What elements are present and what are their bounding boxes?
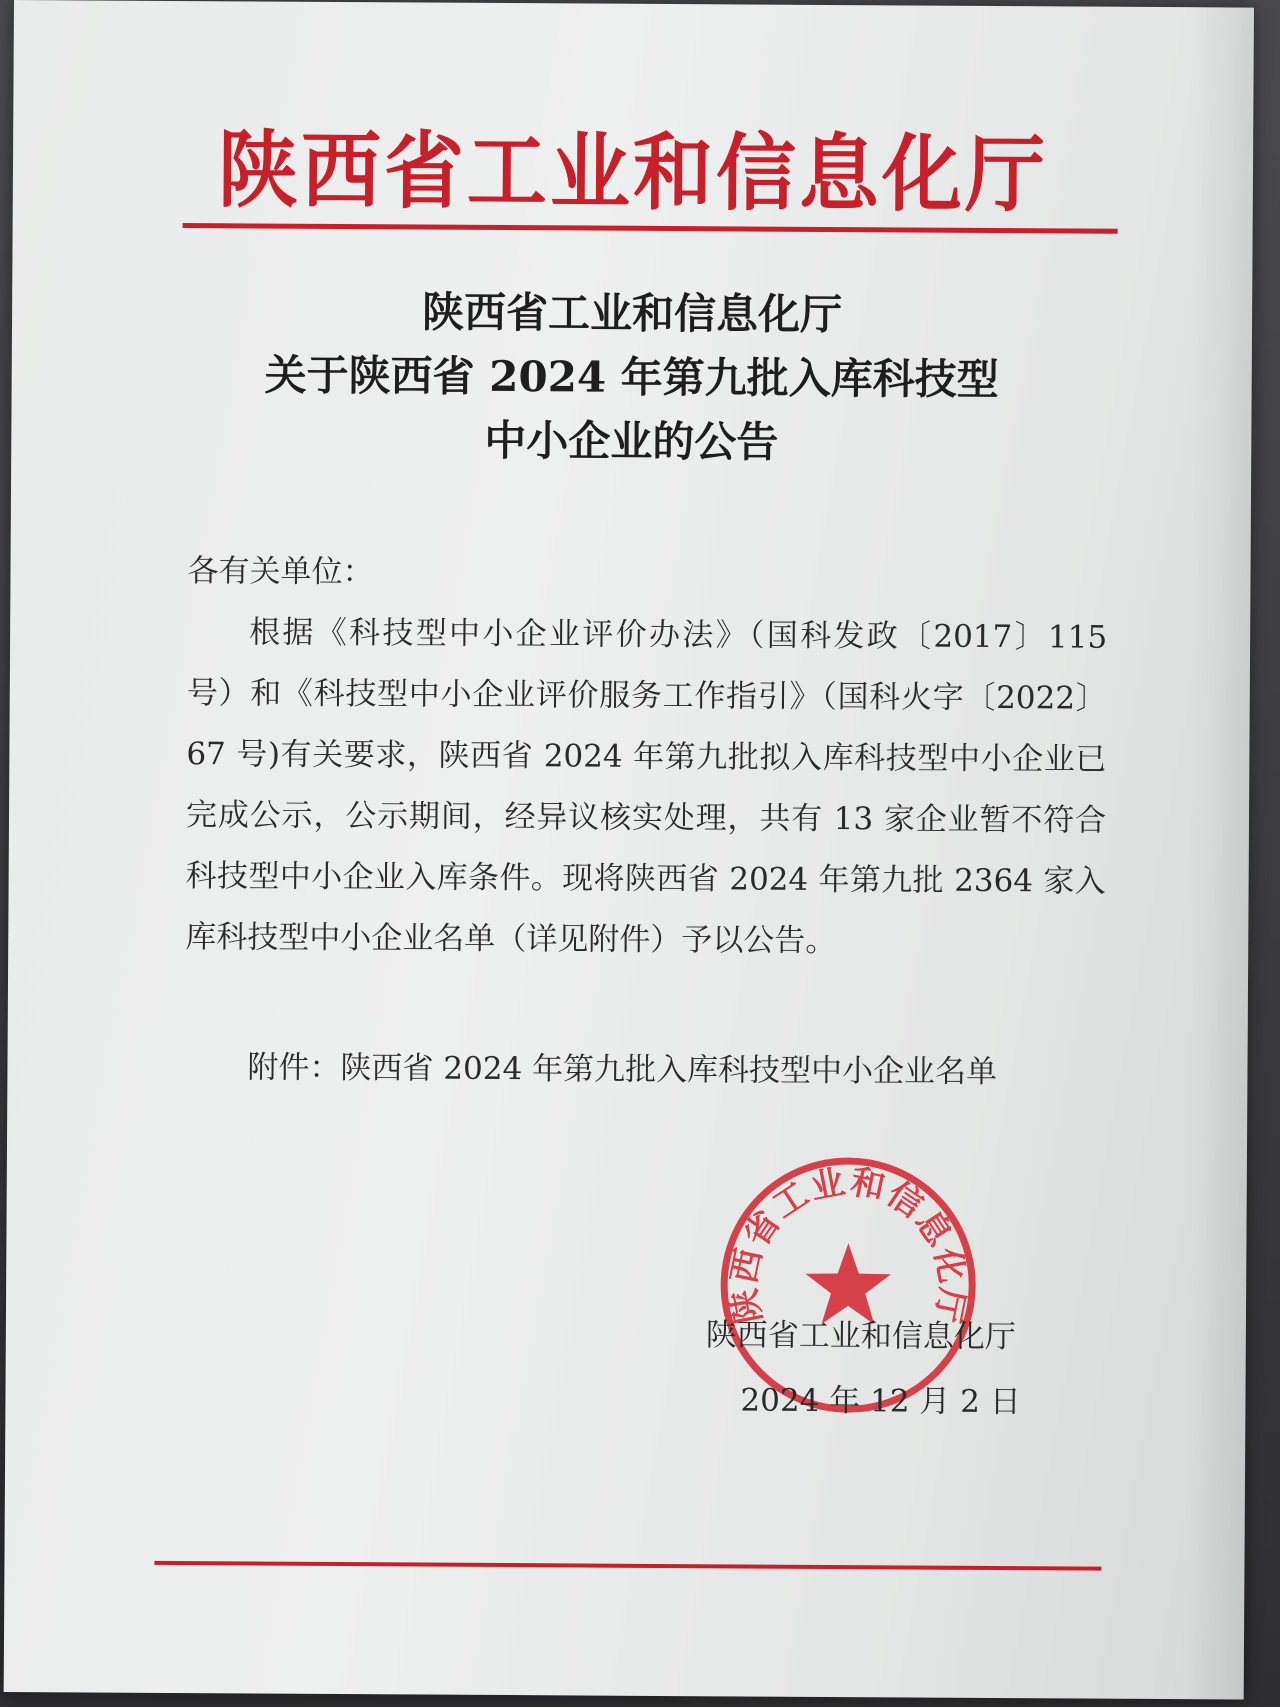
title-line-1: 陕西省工业和信息化厅	[421, 287, 843, 340]
document-masthead: 陕西省工业和信息化厅	[217, 120, 1049, 224]
footer-red-rule	[154, 1561, 1101, 1571]
seal-text: 陕西省工业和信息化厅	[723, 1161, 973, 1328]
signature-organization: 陕西省工业和信息化厅	[705, 1317, 1016, 1356]
body-paragraph: 根据《科技型中小企业评价办法》（国科发政〔2017〕115 号）和《科技型中小企业评价服务工作指引》（国科火字〔2022〕67 号)有关要求，陕西省 2024 年第九批拟入库科技型中小企业已完成公示，公示期间，经异议核实处理，共有 13 家企业暂不符合科技型中小企业入库条件。现将陕西省 2024 年第九批 2364 家入库科技型中小企业名单（详见附件）予以公告。	[185, 614, 1108, 960]
document-body	[185, 541, 1108, 974]
title-line-3: 中小企业的公告	[484, 415, 779, 467]
document-page	[4, 0, 1254, 1700]
title-line-2: 关于陕西省 2024 年第九批入库科技型	[264, 350, 999, 405]
attachment-note: 附件：陕西省 2024 年第九批入库科技型中小企业名单	[247, 1049, 998, 1091]
salutation: 各有关单位：	[187, 553, 374, 591]
paper-shadow-edge	[1184, 7, 1254, 1699]
document-title	[11, 278, 1252, 478]
document-date: 2024 年 12 月 2 日	[740, 1382, 1021, 1421]
